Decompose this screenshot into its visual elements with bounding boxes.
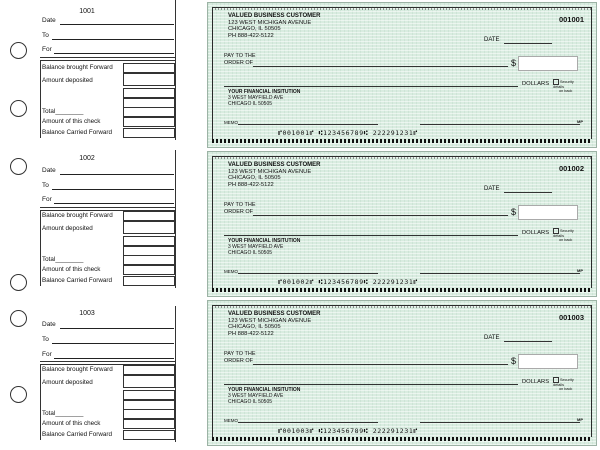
- signature-field[interactable]: [420, 273, 580, 274]
- date-label: DATE: [484, 335, 500, 341]
- binder-hole: [10, 42, 27, 59]
- stub-total-box[interactable]: [123, 107, 175, 117]
- bank-block: [228, 387, 300, 405]
- binder-hole: [10, 274, 27, 291]
- stub-total-label: Total________: [42, 108, 84, 115]
- check-border-pattern: [212, 288, 592, 292]
- amount-box[interactable]: [518, 56, 578, 71]
- company-address-2: CHICAGO, IL 50505: [228, 26, 281, 32]
- stub-to-field[interactable]: [42, 181, 174, 190]
- stub-total-row: [40, 409, 175, 419]
- company-block: [228, 162, 320, 188]
- check-stub-3: [0, 300, 200, 448]
- memo-label: MEMO: [224, 269, 238, 274]
- stub-balance-forward-label: Balance brought Forward: [42, 212, 113, 219]
- stub-balance-forward-box[interactable]: [123, 63, 175, 73]
- stub-balance-carried-label: Balance Carried Forward: [42, 277, 112, 284]
- dollars-label: DOLLARS: [522, 81, 550, 87]
- stub-amount-check-row: [40, 265, 175, 275]
- stub-total-box[interactable]: [123, 409, 175, 419]
- mp-label: MP: [577, 268, 583, 273]
- stub-for-label: For: [42, 196, 52, 203]
- stub-total-row: [40, 107, 175, 117]
- date-field[interactable]: [504, 192, 552, 193]
- memo-field[interactable]: [238, 124, 378, 125]
- payee-field[interactable]: [253, 364, 508, 365]
- stub-deposit-box[interactable]: [123, 88, 175, 98]
- memo-label: MEMO: [224, 120, 238, 125]
- bank-address-1: 3 WEST MAYFIELD AVE: [228, 244, 284, 250]
- stub-total-row: [40, 255, 175, 265]
- bank-name: YOUR FINANCIAL INSITUTION: [228, 89, 301, 95]
- stub-deposit-box[interactable]: [123, 73, 175, 86]
- company-address-2: CHICAGO, IL 50505: [228, 324, 281, 330]
- stub-date-field[interactable]: [42, 166, 174, 175]
- security-note: Security details on back: [553, 229, 574, 242]
- check-1: [207, 2, 597, 148]
- stub-balance-forward-row: [40, 365, 175, 375]
- stub-balance-carried-label: Balance Carried Forward: [42, 129, 112, 136]
- check-3: [207, 300, 597, 446]
- stub-deposit-row: [40, 224, 175, 234]
- signature-field[interactable]: [420, 124, 580, 125]
- micr-line: ⑈001003⑈ ⑆123456789⑆ 222291231⑈: [278, 427, 418, 435]
- dollars-label: DOLLARS: [522, 230, 550, 236]
- stub-balance-forward-label: Balance brought Forward: [42, 366, 113, 373]
- stub-to-label: To: [42, 32, 49, 39]
- check-number: 001001: [558, 15, 584, 24]
- binder-hole: [10, 158, 27, 175]
- stub-for-label: For: [42, 351, 52, 358]
- stub-for-field[interactable]: [42, 195, 174, 204]
- company-name: VALUED BUSINESS CUSTOMER: [228, 162, 321, 168]
- company-address-1: 123 WEST MICHIGAN AVENUE: [228, 19, 312, 26]
- check-border-pattern: [212, 305, 592, 308]
- stub-to-field[interactable]: [42, 335, 174, 344]
- stub-deposit-box[interactable]: [123, 390, 175, 400]
- stub-to-field[interactable]: [42, 31, 174, 40]
- stub-deposit-row: [40, 76, 175, 86]
- memo-label: MEMO: [224, 418, 238, 423]
- stub-total-label: Total________: [42, 256, 84, 263]
- pay-to-label: PAY TO THE ORDER OF: [224, 351, 256, 364]
- bank-block: [228, 89, 300, 107]
- payee-field[interactable]: [253, 215, 508, 216]
- mp-label: MP: [577, 119, 583, 124]
- bank-address-2: CHICAGO IL 50505: [228, 101, 273, 107]
- micr-line: ⑈001002⑈ ⑆123456789⑆ 222291231⑈: [278, 278, 418, 286]
- security-note: Security details on back: [553, 378, 574, 391]
- stub-number: 1003: [79, 310, 95, 317]
- company-address-1: 123 WEST MICHIGAN AVENUE: [228, 317, 312, 324]
- stub-balance-carried-label: Balance Carried Forward: [42, 431, 112, 438]
- company-phone: PH 888-422-5122: [228, 330, 274, 337]
- stub-amount-check-label: Amount of this check: [42, 266, 101, 273]
- stub-date-label: Date: [42, 167, 56, 174]
- bank-address-1: 3 WEST MAYFIELD AVE: [228, 95, 284, 101]
- binder-hole: [10, 310, 27, 327]
- stub-balance-carried-box[interactable]: [123, 430, 175, 440]
- stub-date-field[interactable]: [42, 320, 174, 329]
- check-stub-1: [0, 0, 200, 148]
- security-note: Security details on back: [553, 80, 574, 93]
- signature-field[interactable]: [420, 422, 580, 423]
- bank-address-2: CHICAGO IL 50505: [228, 399, 273, 405]
- binder-hole: [10, 386, 27, 403]
- dollar-sign: $: [511, 356, 517, 366]
- stub-amount-check-row: [40, 419, 175, 429]
- company-address-1: 123 WEST MICHIGAN AVENUE: [228, 168, 312, 175]
- stub-balance-carried-row: [40, 430, 175, 440]
- check-number: 001002: [558, 164, 584, 173]
- stub-deposit-label: Amount deposited: [42, 379, 93, 386]
- payee-field[interactable]: [253, 66, 508, 67]
- stub-date-label: Date: [42, 321, 56, 328]
- binder-hole: [10, 100, 27, 117]
- stub-number: 1002: [79, 155, 95, 162]
- stub-amount-check-label: Amount of this check: [42, 420, 101, 427]
- stub-for-label: For: [42, 46, 52, 53]
- stub-to-label: To: [42, 336, 49, 343]
- stub-total-box[interactable]: [123, 255, 175, 265]
- stub-date-field[interactable]: [42, 16, 174, 25]
- stub-deposit-label: Amount deposited: [42, 225, 93, 232]
- stub-balance-forward-row: [40, 63, 175, 73]
- stub-date-label: Date: [42, 17, 56, 24]
- stub-to-label: To: [42, 182, 49, 189]
- stub-for-field[interactable]: [42, 45, 174, 54]
- amount-words-field[interactable]: [224, 86, 518, 87]
- company-name: VALUED BUSINESS CUSTOMER: [228, 311, 321, 317]
- stub-total-label: Total________: [42, 410, 84, 417]
- dollar-sign: $: [511, 58, 517, 68]
- mp-label: MP: [577, 417, 583, 422]
- amount-words-field[interactable]: [224, 384, 518, 385]
- stub-amount-check-row: [40, 117, 175, 127]
- check-border-pattern: [212, 7, 592, 10]
- stub-amount-check-box[interactable]: [123, 419, 175, 429]
- dollar-sign: $: [511, 207, 517, 217]
- stub-balance-forward-row: [40, 211, 175, 221]
- bank-address-1: 3 WEST MAYFIELD AVE: [228, 393, 284, 399]
- company-address-2: CHICAGO, IL 50505: [228, 175, 281, 181]
- micr-line: ⑈001001⑈ ⑆123456789⑆ 222291231⑈: [278, 129, 418, 137]
- check-stub-2: [0, 150, 200, 298]
- memo-field[interactable]: [238, 273, 378, 274]
- check-border-pattern: [212, 139, 592, 143]
- stub-balance-carried-row: [40, 276, 175, 286]
- stub-number: 1001: [79, 8, 95, 15]
- stub-balance-forward-box[interactable]: [123, 365, 175, 375]
- date-field[interactable]: [504, 43, 552, 44]
- bank-block: [228, 238, 300, 256]
- amount-box[interactable]: [518, 354, 578, 369]
- stub-balance-carried-row: [40, 128, 175, 138]
- stub-deposit-box[interactable]: [123, 236, 175, 246]
- stub-balance-carried-box[interactable]: [123, 276, 175, 286]
- stub-amount-check-box[interactable]: [123, 265, 175, 275]
- stub-for-field[interactable]: [42, 350, 174, 359]
- company-name: VALUED BUSINESS CUSTOMER: [228, 13, 321, 19]
- stub-balance-carried-box[interactable]: [123, 128, 175, 138]
- date-label: DATE: [484, 186, 500, 192]
- stub-deposit-box[interactable]: [123, 221, 175, 234]
- check-2: [207, 151, 597, 297]
- bank-name: YOUR FINANCIAL INSITUTION: [228, 238, 301, 244]
- stub-deposit-box[interactable]: [123, 375, 175, 388]
- pay-to-label: PAY TO THE ORDER OF: [224, 53, 256, 66]
- amount-box[interactable]: [518, 205, 578, 220]
- company-block: [228, 13, 320, 39]
- stub-deposit-row: [40, 378, 175, 388]
- stub-deposit-label: Amount deposited: [42, 77, 93, 84]
- memo-field[interactable]: [238, 422, 378, 423]
- company-phone: PH 888-422-5122: [228, 181, 274, 188]
- bank-address-2: CHICAGO IL 50505: [228, 250, 273, 256]
- bank-name: YOUR FINANCIAL INSITUTION: [228, 387, 301, 393]
- date-field[interactable]: [504, 341, 552, 342]
- amount-words-field[interactable]: [224, 235, 518, 236]
- stub-amount-check-box[interactable]: [123, 117, 175, 127]
- stub-balance-forward-label: Balance brought Forward: [42, 64, 113, 71]
- check-border-pattern: [212, 156, 592, 159]
- company-phone: PH 888-422-5122: [228, 32, 274, 39]
- stub-amount-check-label: Amount of this check: [42, 118, 101, 125]
- dollars-label: DOLLARS: [522, 379, 550, 385]
- check-number: 001003: [558, 313, 584, 322]
- pay-to-label: PAY TO THE ORDER OF: [224, 202, 256, 215]
- check-border-pattern: [212, 437, 592, 441]
- company-block: [228, 311, 320, 337]
- date-label: DATE: [484, 37, 500, 43]
- stub-balance-forward-box[interactable]: [123, 211, 175, 221]
